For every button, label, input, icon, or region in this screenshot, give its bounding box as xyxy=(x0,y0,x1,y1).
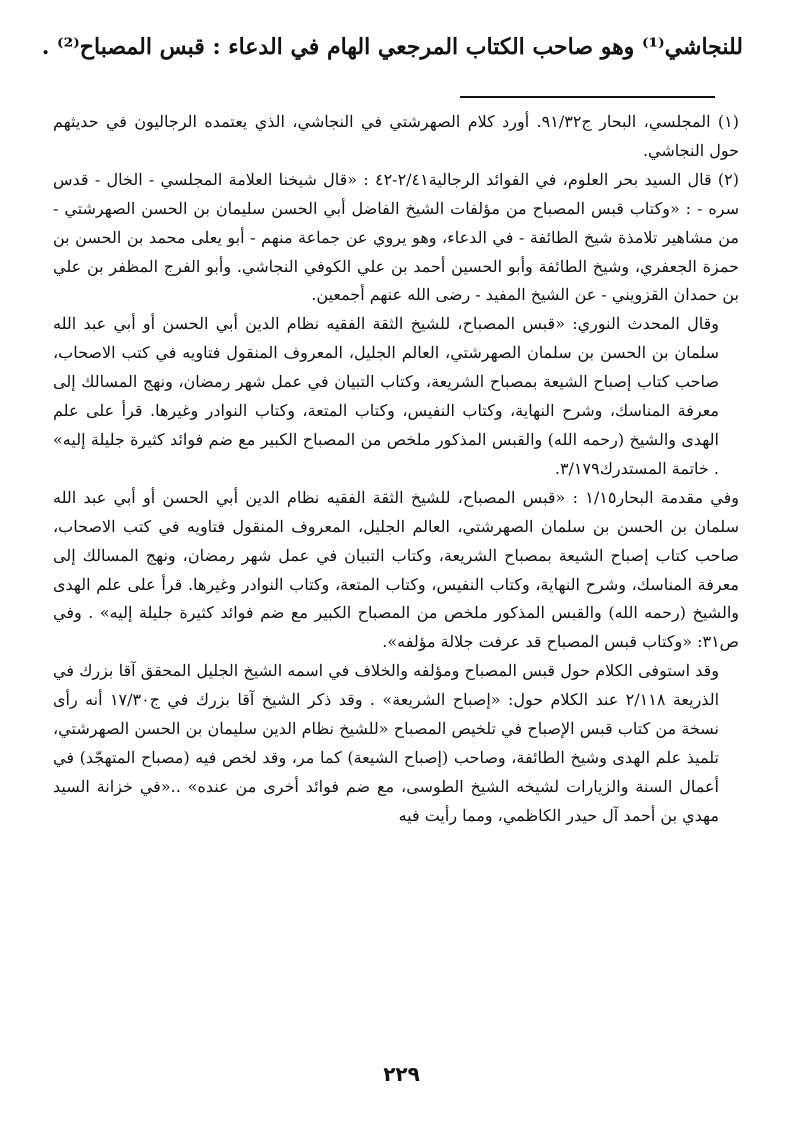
footnote-separator xyxy=(460,96,715,98)
footnote-2-conclusion: وقد استوفى الكلام حول قبس المصباح ومؤلفه والخلاف في اسمه الشيخ الجليل المحقق آقا بزرك في الذريعة ٢/١١٨ عند الكلام حول: «إصباح الشريعة» . وقد ذكر الشيخ آقا بزرك في ج١٧/٣٠ أنه رأى نسخة من كتاب قبس الإصباح في تلخيص المصباح «للشيخ نظام الدين سليمان بن الحسن الصهرشتي، تلميذ علم الهدى وشيخ الطائفة، وصاحب (إصباح الشيعة) كما مر، وقد لخص فيه (مصباح المتهجّد) في أعمال السنة والزيارات لشيخه الشيخ الطوسى، مع ضم فوائد أخرى من عنده» ..«في خزانة السيد مهدي بن أحمد آل حيدر الكاظمي، ومما رأيت فيه xyxy=(53,661,720,825)
main-text-line: للنجاشي⁽¹⁾ وهو صاحب الكتاب المرجعي الهام في الدعاء : قبس المصباح⁽²⁾ . xyxy=(41,34,743,60)
footnote-2-nouri: وقال المحدث النوري: «قبس المصباح، للشيخ الثقة الفقيه نظام الدين أبي الحسن أو أبي عبد الله سلمان بن الحسن بن سلمان الصهرشتي، العالم الجليل، المعروف المنقول فتاويه في كتب الاصحاب، صاحب كتاب إصباح الشيعة بمصباح الشريعة، وكتاب التبيان في عمل شهر رمضان، ونهج المسالك إلى معرفة المناسك، وشرح النهاية، وكتاب النفيس، وكتاب المتعة، وكتاب النوادر وغيرها. قرأ على علم الهدى والشيخ (رحمه الله) والقبس المذكور ملخص من المصباح الكبير مع ضم فوائد كثيرة جليلة إليه» . خاتمة المستدرك٣/١٧٩. xyxy=(53,314,719,478)
footnote-1: (١) المجلسي، البحار ج٩١/٣٢. أورد كلام الصهرشتي في النجاشي، الذي يعتمده الرجاليون في حديثهم حول النجاشي. xyxy=(53,112,740,160)
footnote-2-first: (٢) قال السيد بحر العلوم، في الفوائد الرجالية٢/٤١-٤٢ : «قال شيخنا العلامة المجلسي - الخال - قدس سره - : «وكتاب قبس المصباح من مؤلفات الشيخ الفاضل أبي الحسن سليمان بن الحسن الصهرشتي - من مشاهير تلامذة شيخ الطائفة - في الدعاء، وهو يروي عن جماعة منهم - أبو يعلى محمد بن الحسن بن حمزة الجعفري، وشيخ الطائفة وأبو الحسين أحمد بن علي الكوفي النجاشي. وأبو الفرج المظفر بن علي بن حمدان القزويني - عن الشيخ المفيد - رضى الله عنهم أجمعين. xyxy=(53,169,740,305)
page-number: ٢٢٩ xyxy=(383,1062,420,1086)
footnotes-section xyxy=(53,108,739,831)
footnote-2-bihar: وفي مقدمة البحار١/١٥ : «قبس المصباح، للشيخ الثقة الفقيه نظام الدين أبي الحسن أو أبي عبد الله سلمان بن الحسن بن سلمان الصهرشتي، العالم الجليل، المعروف المنقول فتاويه في كتب الاصحاب، صاحب كتاب إصباح الشيعة بمصباح الشريعة، وكتاب التبيان في عمل شهر رمضان، ونهج المسالك إلى معرفة المناسك، وشرح النهاية، وكتاب النفيس، وكتاب المتعة، وكتاب النوادر وغيرها. قرأ على علم الهدى والشيخ (رحمه الله) والقبس المذكور ملخص من المصباح الكبير مع ضم فوائد كثيرة جليلة إليه» . وفي ص٣١: «وكتاب قبس المصباح قد عرفت جلالة مؤلفه». xyxy=(53,487,739,652)
